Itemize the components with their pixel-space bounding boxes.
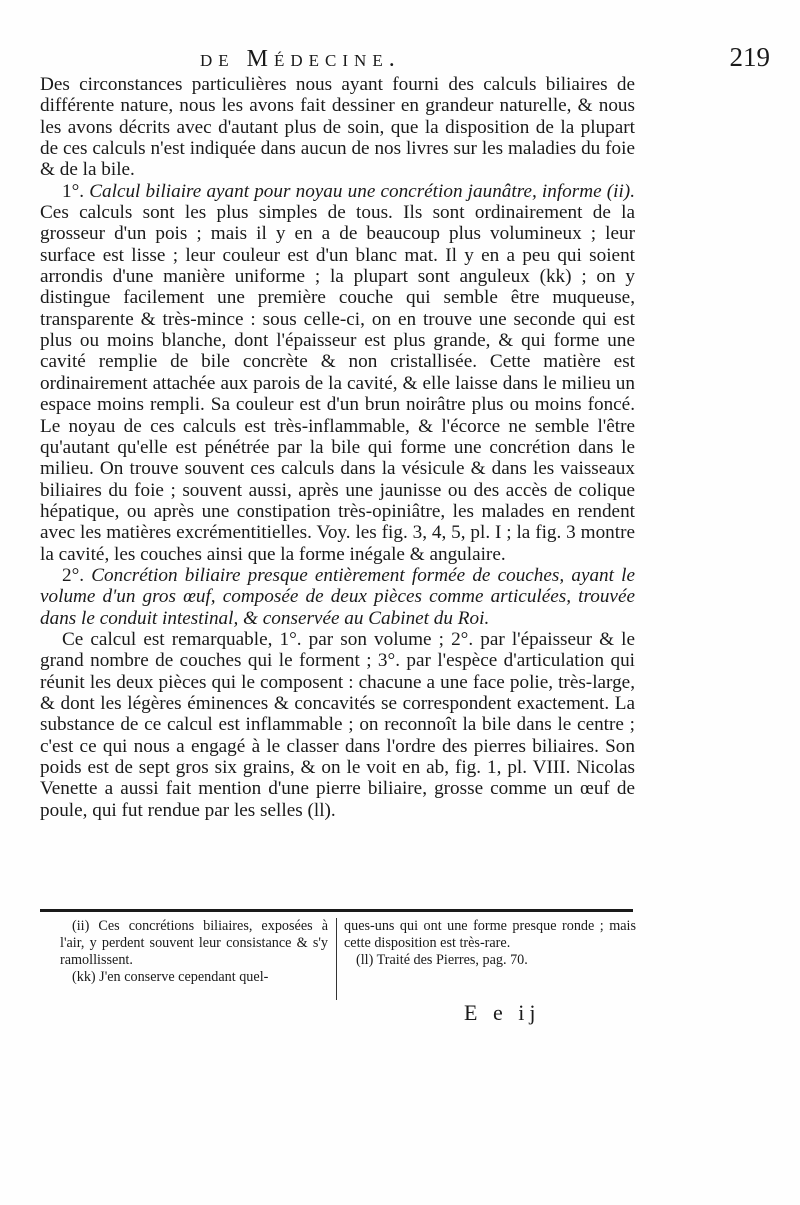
footnote-ll: (ll) Traité des Pierres, pag. 70. — [356, 952, 528, 968]
footnote-kk-continued: ques-uns qui ont une forme presque ronde ; mais cette disposition est très-rare. — [344, 918, 636, 951]
section-text-1: Ces calculs sont les plus simples de tous. Ils sont ordinairement de la grosseur d'un pois ; mais il y en a de beaucoup plus volumineux ; leur surface est lisse ; leur couleur est d'un blanc mat. Il y en a peu qui soient arrondis d'une manière uniforme ; la plupart sont anguleux (kk) ; on y distingue facilement une première couche qui semble être muqueuse, transparente & très-mince : sous celle-ci, on en trouve une seconde qui est plus ou moins blanche, dont l'épaisseur est plus grande, & qui forme une cavité remplie de bile concrète & non cristallisée. Cette matière est ordinairement attachée aux parois de la cavité, & elle laisse dans le milieu un espace moins rempli. Sa couleur est d'un brun noirâtre plus ou moins foncé. Le noyau de ces calculs est très-inflammable, & l'écorce ne semble l'être qu'autant qu'elle est pénétrée par la bile qui forme une concrétion dans le milieu. On trouve souvent ces calculs dans la vésicule & dans les vaisseaux biliaires du foie ; souvent aussi, après une jaunisse ou des accès de colique hépatique, ou après une constipation très-opiniâtre, les malades en rendent avec les matières excrémentitielles. Voy. les fig. 3, 4, 5, pl. I ; la fig. 3 montre la cavité, les couches ainsi que la forme inégale & angulaire. — [40, 202, 635, 565]
section-number-2: 2°. — [62, 564, 92, 586]
signature-mark: E e ij — [464, 1000, 541, 1025]
paragraph-intro: Des circonstances particulières nous ayant fourni des calculs biliaires de différente nature, nous les avons fait dessiner en grandeur naturelle, & nous les avons décrits avec d'autant plus de soin, que la disposition de la plupart de ces calculs n'est indiquée dans aucun de nos livres sur les maladies du foie & de la bile. — [40, 74, 635, 181]
footnote-ii: (ii) Ces concrétions biliaires, exposées à l'air, y perdent souvent leur consistance & s'y ramollissent. — [60, 918, 328, 968]
page-number: 219 — [729, 42, 770, 72]
footnote-kk: (kk) J'en conserve cependant quel- — [72, 969, 269, 985]
section-number-1: 1°. — [62, 180, 90, 202]
section-heading-2: Concrétion biliaire presque entièrement formée de couches, ayant le volume d'un gros œuf, composée de deux pièces comme articulées, trouvée dans le conduit intestinal, & conservée au Cabinet du Roi. — [40, 564, 635, 629]
footnote-rule — [40, 909, 633, 912]
running-title: de Médecine. — [200, 46, 401, 72]
footnotes-right-column — [344, 918, 636, 969]
footnotes-left-column — [60, 918, 328, 986]
paragraph-calculus-2-heading — [40, 565, 635, 629]
paragraph-calculus-2: Ce calcul est remarquable, 1°. par son volume ; 2°. par l'épaisseur & le grand nombre de couches qui le forment ; 3°. par l'espèce d'articulation qui réunit les deux pièces qui le composent : chacune a une face polie, très-large, & dont les légères éminences & concavités se correspondent exactement. La substance de ce calcul est inflammable ; on reconnoît la bile dans le centre ; c'est ce qui nous a engagé à le classer dans l'ordre des pierres biliaires. Son poids est de sept gros six grains, & on le voit en ab, fig. 1, pl. VIII. Nicolas Venette a aussi fait mention d'une pierre biliaire, grosse comme un œuf de poule, qui fut rendue par les selles (ll). — [40, 628, 635, 821]
paragraph-calculus-1 — [40, 181, 635, 565]
section-heading-1: Calcul biliaire ayant pour noyau une concrétion jaunâtre, informe (ii). — [89, 180, 635, 202]
footnote-column-divider — [336, 918, 337, 1000]
main-text — [40, 74, 635, 821]
